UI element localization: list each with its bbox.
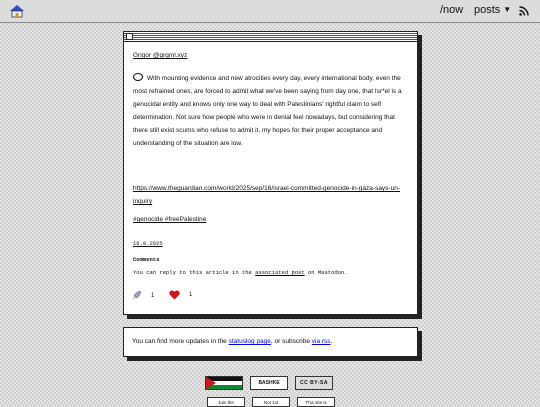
palestine-flag-badge[interactable] — [205, 376, 243, 390]
like-count — [169, 290, 192, 300]
comments-prefix: You can reply to this article in the — [133, 269, 252, 276]
updates-card — [123, 327, 418, 357]
bashke-badge[interactable] — [250, 376, 288, 390]
post-tags[interactable]: #genocide #freePalestine — [133, 216, 207, 223]
comments-heading: Comments — [133, 256, 160, 263]
updates-prefix: You can find more updates in the — [132, 338, 227, 345]
post-card — [123, 31, 418, 315]
nav-posts-menu[interactable] — [474, 4, 511, 16]
window-title-bar — [124, 32, 417, 42]
cc-badge-label: CC BY-SA — [300, 380, 328, 386]
not-first-badge[interactable] — [252, 397, 290, 407]
house-logo-icon[interactable] — [9, 4, 25, 18]
nav-now-link[interactable]: /now — [440, 4, 464, 16]
bashke-badge-label: BASHKE — [258, 380, 280, 386]
comments-suffix: on Mastodon. — [307, 269, 348, 276]
badges-row-2 — [207, 397, 335, 407]
updates-middle: , or subscribe — [270, 338, 310, 345]
top-bar — [0, 0, 540, 23]
boost-count-value: 1 — [151, 292, 155, 299]
cc-license-badge[interactable] — [295, 376, 333, 390]
associated-post-link[interactable]: associated post — [255, 269, 305, 276]
site-badge-label: This site is — [305, 399, 327, 405]
speech-bubble-icon — [133, 73, 143, 81]
comments-text — [133, 269, 348, 276]
article-link[interactable]: https://www.theguardian.com/world/2025/sep/16/israel-committed-genocide-in-gaza-says-un-inquiry — [133, 185, 400, 205]
chevron-down-icon: ▼ — [503, 5, 512, 14]
post-author-link[interactable]: Grigor @grgml.xyz — [133, 52, 188, 59]
heart-icon — [169, 290, 180, 300]
badges-row — [205, 376, 333, 390]
boost-count — [131, 290, 154, 301]
rss-icon[interactable] — [519, 6, 529, 16]
join-badge[interactable] — [207, 397, 245, 407]
not-first-badge-label: Not 1st — [263, 399, 279, 405]
nav-posts-label: posts — [474, 4, 501, 16]
window-close-box[interactable] — [126, 33, 133, 40]
post-body-text: With mounting evidence and new atrocities every day, every international body, even the most refrained ones, are forced to admit what we've been saying from day one, that Isr*el is a genocidal entity and knows only one way to deal with Palestinians' rightful claim to self determination. Not sure how people who were in denial feel nowadays, but considering that there still exist scums who refuse to admit it, my hopes for their proper acceptance and understanding of the situation are low. — [133, 75, 402, 147]
site-badge[interactable] — [297, 397, 335, 407]
rocket-icon — [131, 290, 142, 301]
updates-text — [132, 338, 332, 345]
post-body — [133, 72, 408, 150]
updates-suffix: . — [330, 338, 333, 345]
statuslog-link[interactable]: statuslog page — [228, 338, 271, 345]
like-count-value: 1 — [189, 292, 193, 298]
post-date[interactable]: 16.9.2025 — [133, 240, 163, 247]
rss-subscribe-link[interactable]: via rss — [311, 338, 331, 345]
join-badge-label: Join the — [218, 399, 234, 405]
